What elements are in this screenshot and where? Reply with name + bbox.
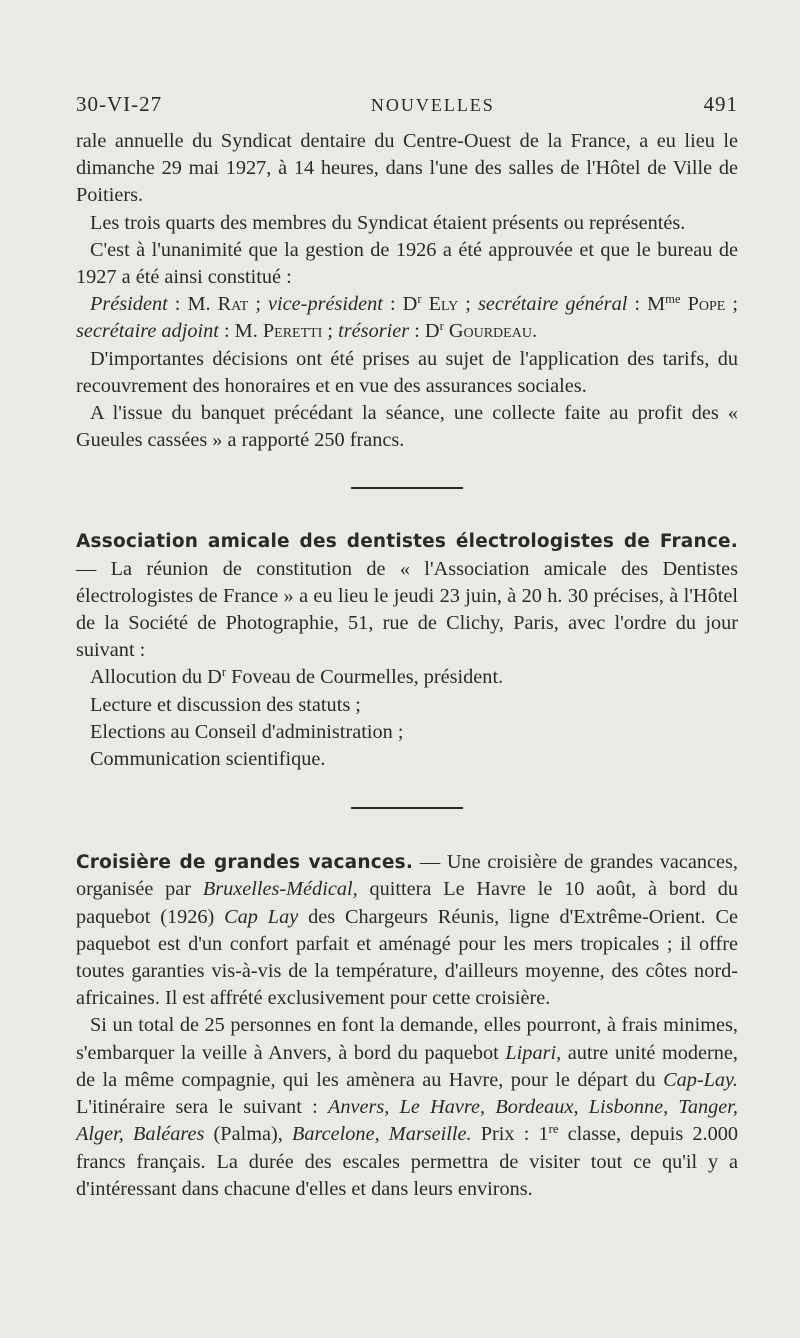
agenda-item-elections: Elections au Conseil d'administration ; — [90, 720, 404, 743]
cruise-sup: re — [548, 1122, 559, 1137]
vice-president-title-sup: r — [417, 292, 422, 307]
association-paragraph: Association amicale des dentistes électrologistes de France. — La réunion de constitution de « l'Association amicale des Dentistes électrologistes de France » a eu lieu le jeudi 23 juin, à 20 h. 30 précises, à l'Hôtel de la Société de Photographie, 51, rue de Clichy, Paris, avec l'ordre du jour suivant : — [76, 531, 738, 662]
treasurer-title-sup: r — [439, 319, 444, 334]
cruise-paragraph-1: Croisière de grandes vacances. — Une croisière de grandes vacances, organisée par Bruxelles-Médical, quittera Le Havre le 10 août, à bord du paquebot (1926) Cap Lay des Chargeurs Réunis, ligne d'Extrême-Orient. Ce paquebot est d'un confort parfait et aménagé pour les mers tropicales ; il offre toutes garanties vis-à-vis de la température, d'ailleurs moyenne, des côtes nord-africaines. Il est affrété exclusivement pour cette croisière. — [76, 851, 738, 1010]
cruise-italic: Cap Lay — [224, 905, 299, 928]
president-title: M. — [187, 293, 211, 316]
issue-date: 30-VI-27 — [76, 92, 163, 116]
vice-president-name: Ely — [428, 293, 459, 316]
treasurer-name: Gourdeau — [448, 320, 532, 343]
cruise-text: Si un total de 25 personnes en font la demande, elles pourront, à frais minimes, s'embarquer la veille à Anvers, à bord du paquebot — [76, 1014, 738, 1064]
cruise-text: (Palma), — [204, 1123, 292, 1146]
running-header — [76, 92, 738, 117]
page-body — [76, 128, 738, 1203]
adjoint-title: M. — [234, 320, 258, 343]
cruise-text: classe, depuis 2.000 francs français. La durée des escales permettra de visiter tout ce qu'il y a d'intéressant dans chacune d'elles et dans leurs environs. — [76, 1123, 739, 1200]
cruise-text: Une croisière de grandes vacances, organisée par — [76, 851, 738, 901]
agenda-item-sup: r — [221, 665, 227, 680]
cruise-italic: Bruxelles-Médical, — [202, 878, 358, 901]
syndicat-paragraph-1: rale annuelle du Syndicat dentaire du Centre-Ouest de la France, a eu lieu le dimanche 29 mai 1927, à 14 heures, dans l'une des salles de l'Hôtel de Ville de Poitiers. — [76, 130, 738, 207]
adjoint-name: Peretti — [262, 320, 323, 343]
cruise-paragraph-2 — [76, 1012, 738, 1202]
syndicat-officers: Président : M. Rat ; vice-président : $D^r$ Ely ; secrétaire général : $M^{me}$ Pope ; secrétaire adjoint : M. Peretti ; trésorier : $D^r$ Gourdeau. — [76, 292, 739, 343]
cruise-italic: Lipari, — [505, 1041, 562, 1064]
cruise-italic: Anvers, Le Havre, Bordeaux, Lisbonne, Tanger, Alger, Baléares — [76, 1096, 738, 1146]
treasurer-title: D — [424, 320, 440, 343]
cruise-italic: Barcelone, Marseille. — [291, 1123, 472, 1146]
secretary-role: secrétaire général — [478, 293, 628, 316]
secretary-title-sup: me — [665, 292, 681, 307]
cruise-italic: Cap-Lay. — [663, 1068, 738, 1091]
syndicat-paragraph-3: C'est à l'unanimité que la gestion de 1926 a été approuvée et que le bureau de 1927 a été ainsi constitué : — [76, 238, 738, 289]
agenda-item-communication: Communication scientifique. — [90, 748, 326, 771]
section-divider-2 — [351, 807, 463, 809]
vice-president-title: D — [402, 293, 418, 316]
cruise-text: autre unité moderne, de la même compagnie, qui les amènera au Havre, pour le départ du — [76, 1041, 739, 1091]
treasurer-role: trésorier — [338, 320, 410, 343]
syndicat-paragraph-2: Les trois quarts des membres du Syndicat étaient présents ou représentés. — [90, 211, 686, 234]
section-title: NOUVELLES — [370, 95, 495, 115]
secretary-name: Pope — [687, 293, 726, 316]
section-divider-1 — [351, 487, 463, 489]
agenda-item-text: Foveau de Courmelles, président. — [226, 666, 504, 689]
association-intro: La réunion de constitution de « l'Association amicale des Dentistes électrologistes de France » a eu lieu le jeudi 23 juin, à 20 h. 30 précises, à l'Hôtel de la Société de Photographie, 51, rue de Clichy, Paris, avec l'ordre du jour suivant : — [76, 557, 738, 662]
adjoint-role: secrétaire adjoint — [76, 320, 219, 343]
cruise-text: L'itinéraire sera le suivant : — [76, 1096, 328, 1119]
agenda-item-text: Allocution du D — [90, 666, 222, 689]
syndicat-paragraph-5: D'importantes décisions ont été prises au sujet de l'application des tarifs, du recouvrement des honoraires et en vue des assurances sociales. — [76, 347, 738, 397]
secretary-title: M — [647, 293, 666, 316]
agenda-item-statuts: Lecture et discussion des statuts ; — [90, 693, 361, 716]
agenda-item-allocution — [76, 664, 738, 691]
president-role: Président — [90, 293, 168, 316]
vice-president-role: vice-président — [268, 293, 383, 316]
cruise-text: des Chargeurs Réunis, ligne d'Extrême-Orient. Ce paquebot est d'un confort parfait et aménagé pour les mers tropicales ; il offre toutes garanties vis-à-vis de la température, d'ailleurs moyenne, des côtes nord-africaines. Il est affrété exclusivement pour cette croisière. — [76, 905, 738, 1010]
president-name: Rat — [217, 293, 249, 316]
cruise-heading: Croisière de grandes vacances. — [76, 852, 414, 874]
association-heading: Association amicale des dentistes électrologistes de France. — [76, 531, 738, 553]
cruise-text: Prix : 1 — [471, 1123, 549, 1146]
syndicat-paragraph-6: A l'issue du banquet précédant la séance, une collecte faite au profit des « Gueules cassées » a rapporté 250 francs. — [76, 402, 738, 452]
agenda-list — [76, 664, 738, 773]
page-number: 491 — [703, 92, 738, 116]
cruise-text: quittera Le Havre le 10 août, à bord du paquebot (1926) — [76, 878, 738, 928]
